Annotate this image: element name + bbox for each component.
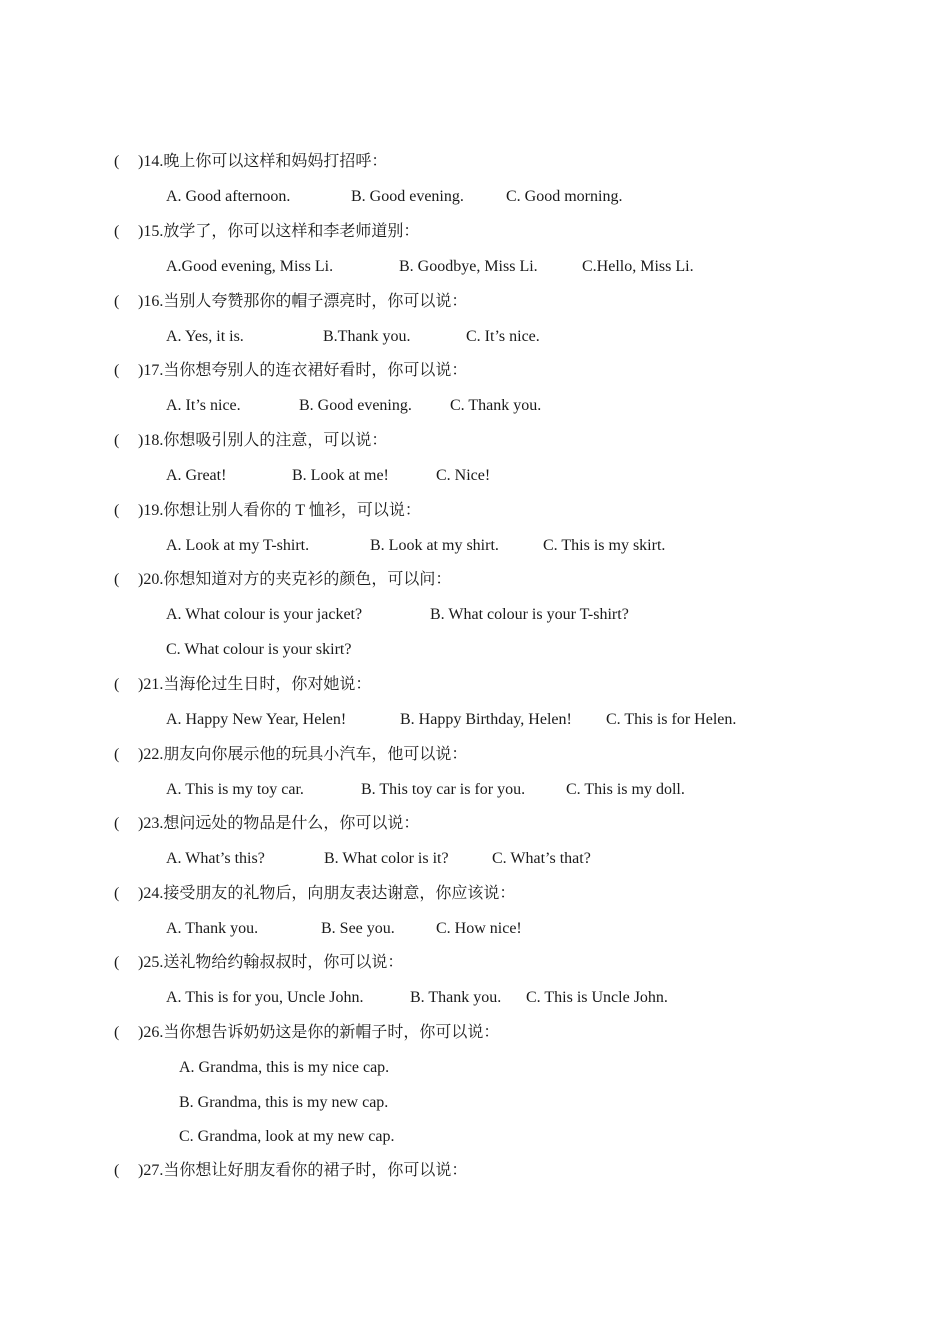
answer-paren: (	[114, 746, 120, 763]
question-14	[114, 152, 387, 172]
option-a: A. What’s this?	[166, 850, 265, 867]
option-a: A. Look at my T-shirt.	[166, 537, 310, 554]
question-27	[114, 1161, 467, 1181]
answer-paren: (	[114, 571, 120, 588]
option-c: C. Grandma, look at my new cap.	[179, 1128, 395, 1145]
option-a: A. Great!	[166, 467, 227, 484]
option-a: A. Good afternoon.	[166, 188, 291, 205]
option-b: B. Grandma, this is my new cap.	[179, 1094, 389, 1111]
answer-paren: (	[114, 432, 120, 449]
option-c: C. This is my skirt.	[543, 537, 666, 554]
question-25	[114, 953, 403, 973]
option-a: A. Grandma, this is my nice cap.	[179, 1059, 390, 1076]
question-stem: )25.送礼物给约翰叔叔时，你可以说：	[138, 954, 404, 971]
option-a: A. Happy New Year, Helen!	[166, 711, 347, 728]
question-16	[114, 292, 467, 312]
option-b: B. What colour is your T-shirt?	[430, 606, 629, 623]
answer-paren: (	[114, 676, 120, 693]
option-c: C. What’s that?	[492, 850, 591, 867]
answer-paren: (	[114, 1024, 120, 1041]
question-stem: )21.当海伦过生日时，你对她说：	[138, 676, 372, 693]
question-stem: )14.晚上你可以这样和妈妈打招呼：	[138, 153, 388, 170]
option-b: B. This toy car is for you.	[361, 781, 526, 798]
option-b: B. Happy Birthday, Helen!	[400, 711, 572, 728]
option-b: B. Goodbye, Miss Li.	[399, 258, 538, 275]
question-stem: )26.当你想告诉奶奶这是你的新帽子时，你可以说：	[138, 1024, 500, 1041]
question-23	[114, 814, 419, 834]
option-c: C. Nice!	[436, 467, 491, 484]
question-stem: )16.当别人夸赞那你的帽子漂亮时，你可以说：	[138, 293, 468, 310]
question-21	[114, 675, 371, 695]
question-stem: )18.你想吸引别人的注意，可以说：	[138, 432, 388, 449]
question-18	[114, 431, 387, 451]
answer-paren: (	[114, 362, 120, 379]
option-c: C. It’s nice.	[466, 328, 540, 345]
question-20	[114, 570, 451, 590]
option-b: B. Look at my shirt.	[370, 537, 499, 554]
option-a: A. What colour is your jacket?	[166, 606, 363, 623]
option-b: B. Good evening.	[299, 397, 412, 414]
option-b: B. Thank you.	[410, 989, 502, 1006]
option-a: A. This is for you, Uncle John.	[166, 989, 364, 1006]
option-c: C. Good morning.	[506, 188, 623, 205]
question-22	[114, 745, 467, 765]
option-a: A. Thank you.	[166, 920, 259, 937]
question-stem: )22.朋友向你展示他的玩具小汽车，他可以说：	[138, 746, 468, 763]
option-b: B. Look at me!	[292, 467, 389, 484]
option-a: A. This is my toy car.	[166, 781, 304, 798]
option-a: A. Yes, it is.	[166, 328, 244, 345]
question-15	[114, 222, 419, 242]
option-a: A.Good evening, Miss Li.	[166, 258, 334, 275]
option-c: C. This is Uncle John.	[526, 989, 668, 1006]
answer-paren: (	[114, 153, 120, 170]
answer-paren: (	[114, 502, 120, 519]
option-c: C. How nice!	[436, 920, 522, 937]
question-stem: )17.当你想夸别人的连衣裙好看时，你可以说：	[138, 362, 468, 379]
question-stem: )23.想问远处的物品是什么，你可以说：	[138, 815, 420, 832]
answer-paren: (	[114, 223, 120, 240]
question-stem: )20.你想知道对方的夹克衫的颜色，可以问：	[138, 571, 452, 588]
option-c: C. This is my doll.	[566, 781, 685, 798]
option-c: C. What colour is your skirt?	[166, 641, 352, 658]
answer-paren: (	[114, 885, 120, 902]
answer-paren: (	[114, 954, 120, 971]
question-26	[114, 1023, 499, 1043]
option-b: B. What color is it?	[324, 850, 449, 867]
option-b: B. Good evening.	[351, 188, 464, 205]
question-stem: )15.放学了，你可以这样和李老师道别：	[138, 223, 420, 240]
answer-paren: (	[114, 1162, 120, 1179]
option-c: C. Thank you.	[450, 397, 542, 414]
option-c: C.Hello, Miss Li.	[582, 258, 694, 275]
question-19	[114, 501, 421, 521]
answer-paren: (	[114, 815, 120, 832]
answer-paren: (	[114, 293, 120, 310]
question-stem: )19.你想让别人看你的 T 恤衫，可以说：	[138, 502, 421, 519]
question-stem: )27.当你想让好朋友看你的裙子时，你可以说：	[138, 1162, 468, 1179]
question-17	[114, 361, 467, 381]
question-24	[114, 884, 515, 904]
option-a: A. It’s nice.	[166, 397, 241, 414]
option-c: C. This is for Helen.	[606, 711, 737, 728]
option-b: B. See you.	[321, 920, 395, 937]
option-b: B.Thank you.	[323, 328, 411, 345]
question-stem: )24.接受朋友的礼物后，向朋友表达谢意，你应该说：	[138, 885, 516, 902]
